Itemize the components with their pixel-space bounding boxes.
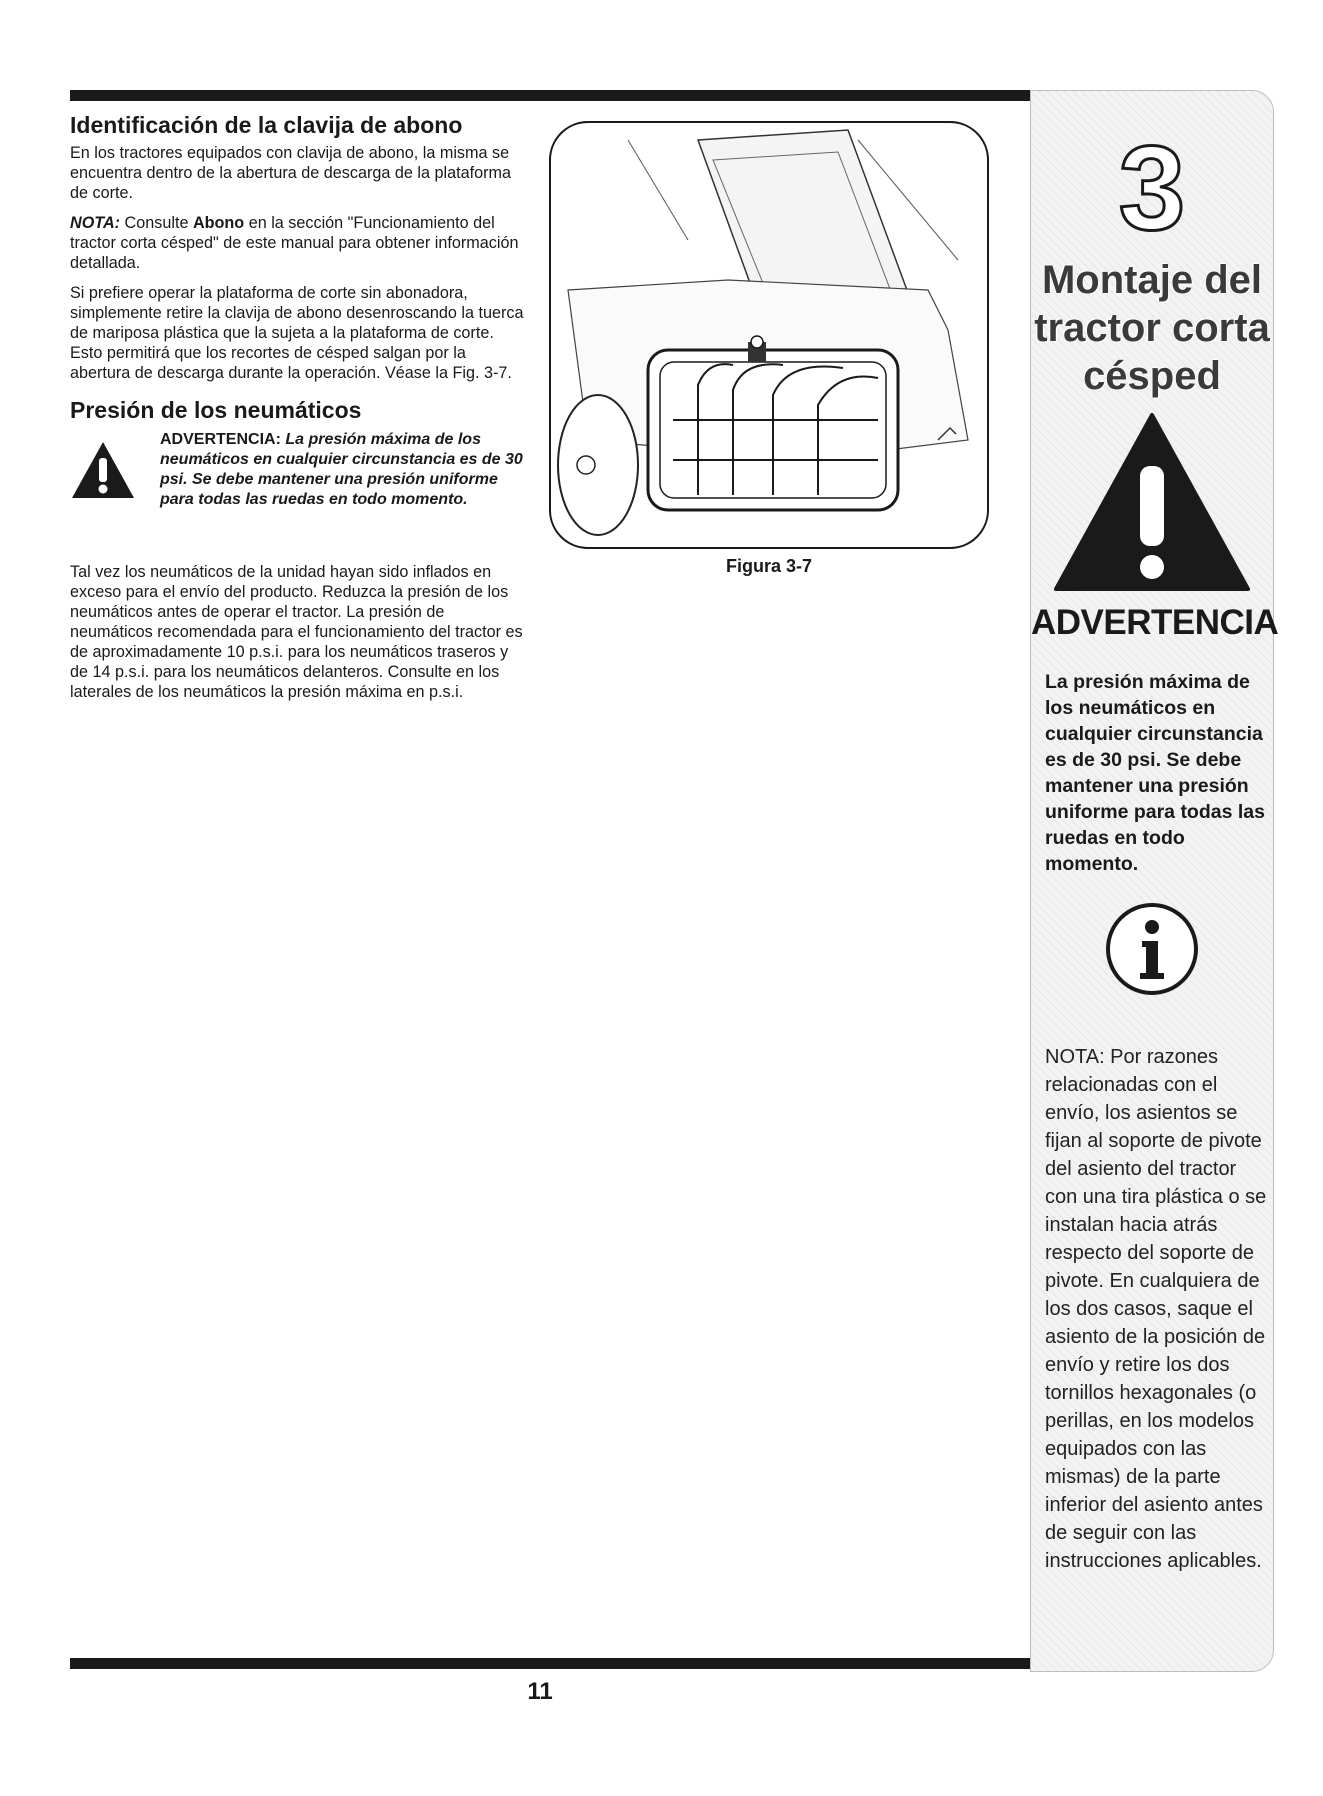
heading-tire-pressure: Presión de los neumáticos [70, 397, 362, 423]
svg-text:3: 3 [1118, 131, 1186, 241]
note-abono [70, 213, 530, 273]
paragraph-tire-pressure: Tal vez los neumáticos de la unidad hayan sido inflados en exceso para el envío del producto. Reduzca la presión de los neumáticos antes de operar el tractor. La presión de neumáticos recomendada para el funcionamiento del tractor es de aproximadamente 10 p.s.i. para los neumáticos traseros y de 14 p.s.i. para los neumáticos delanteros. Consulte en los laterales de los neumáticos la presión máxima en p.s.i. [70, 563, 523, 701]
note-text-post: en la sección "Funcionamiento del tractor corta césped" de este manual para obtener información detallada. [70, 214, 519, 272]
section-title: Montaje del tractor corta césped [1034, 258, 1270, 398]
large-warning-triangle-icon [1052, 411, 1252, 593]
wing-nut-icon [748, 336, 766, 362]
sidebar-note: NOTA: Por razones relacionadas con el envío, los asientos se fijan al soporte de pivote del asiento del tractor con una tira plástica o se instalan hacia atrás respecto del soporte de pivote. En cualquiera de los dos casos, saque el asiento de la posición de envío y retire los dos tornillos hexagonales (o perillas, en los modelos equipados con las mismas) de la parte inferior del asiento antes de seguir con las instrucciones aplicables. [1045, 1046, 1267, 1572]
paragraph-remove-plug: Si prefiere operar la plataforma de corte sin abonadora, simplemente retire la clavija de abono desenroscando la tuerca de mariposa plástica que la sujeta a la plataforma de corte. Esto permitirá que los recortes de césped salgan por la abertura de descarga durante la operación. Véase la Fig. 3-7. [70, 284, 524, 382]
tire-pressure-warning [70, 430, 530, 550]
page-number: 11 [527, 1678, 553, 1705]
chapter-sidebar [1030, 90, 1279, 1672]
figure-mulch-plug-illustration [548, 120, 990, 550]
sidebar-warning-title: ADVERTENCIA [1031, 603, 1279, 642]
figure-caption: Figura 3-7 [725, 556, 813, 576]
note-label: NOTA: [70, 214, 121, 232]
heading-clavija-abono: Identificación de la clavija de abono [70, 112, 463, 138]
chapter-number-icon [1102, 131, 1202, 241]
top-rule [70, 90, 1030, 101]
note-abono-ref: Abono [192, 214, 245, 232]
warning-triangle-icon [70, 440, 136, 500]
bottom-rule [70, 1658, 1030, 1669]
warning-label: ADVERTENCIA: [160, 431, 281, 448]
info-icon [1104, 901, 1200, 997]
main-column [70, 112, 530, 712]
note-text-pre: Consulte [120, 214, 193, 232]
paragraph-clavija-intro: En los tractores equipados con clavija de abono, la misma se encuentra dentro de la abertura de descarga de la plataforma de corte. [70, 144, 511, 202]
warning-message: La presión máxima de los neumáticos en cualquier circunstancia es de 30 psi. Se debe mantener una presión uniforme para todas las ruedas en todo momento. [160, 431, 523, 508]
warning-text [160, 430, 530, 510]
sidebar-warning-text: La presión máxima de los neumáticos en cualquier circunstancia es de 30 psi. Se debe mantener una presión uniforme para todas las ruedas en todo momento. [1045, 671, 1265, 875]
